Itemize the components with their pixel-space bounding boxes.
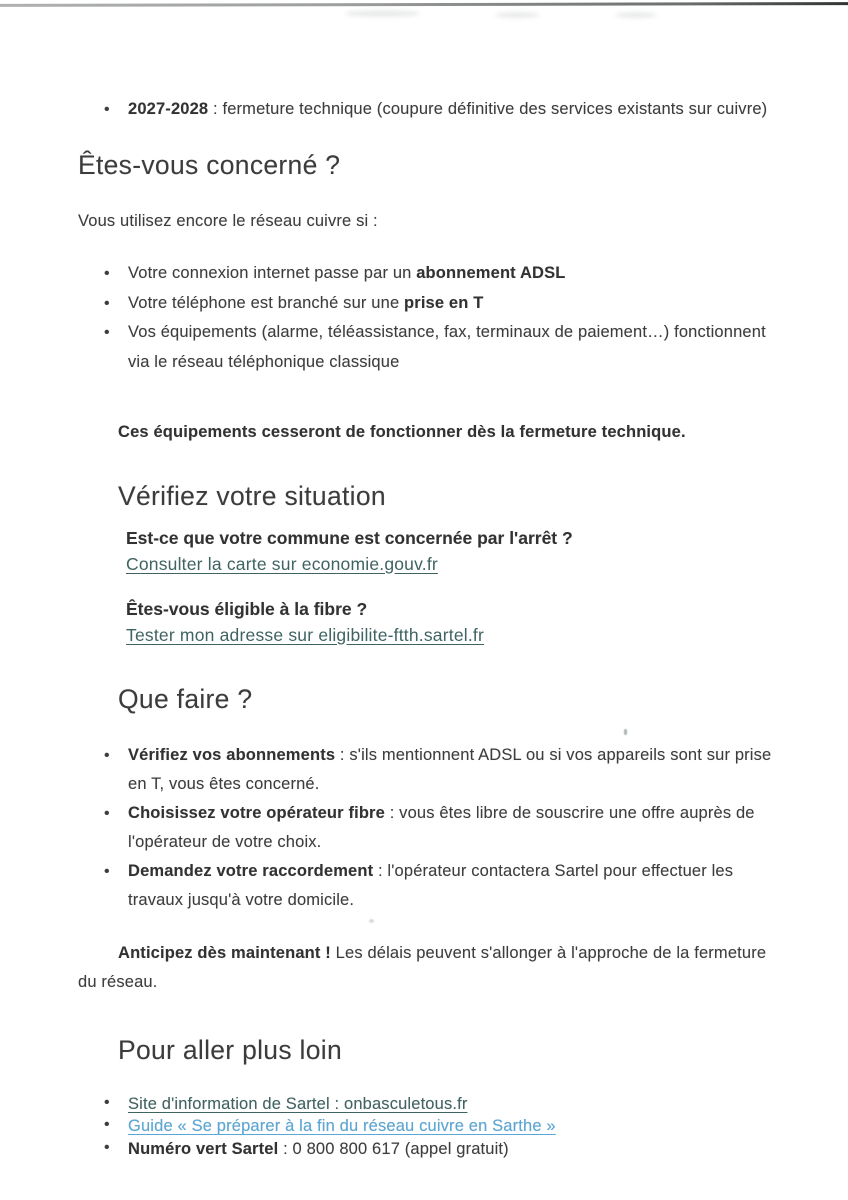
more-list	[78, 1093, 788, 1161]
warning-bold-text: Ces équipements cesseront de fonctionner dès la fermeture technique.	[118, 423, 686, 441]
timeline-list	[78, 95, 778, 125]
list-item	[78, 95, 778, 125]
list-item	[78, 259, 778, 289]
section-title-todo: Que faire ?	[118, 683, 253, 714]
list-item	[78, 799, 788, 857]
notice-paragraph	[78, 939, 778, 998]
list-item	[78, 1115, 788, 1138]
bullet-bold: Choisissez votre opérateur fibre	[128, 803, 385, 822]
scan-smudge	[345, 10, 420, 17]
list-item	[78, 857, 788, 915]
phone-label: Numéro vert Sartel	[128, 1139, 279, 1158]
spacer	[126, 577, 848, 596]
question-commune: Est-ce que votre commune est concernée par l'arrêt ?	[126, 527, 573, 548]
section-title-more: Pour aller plus loin	[118, 1034, 343, 1065]
concerned-intro: Vous utilisez encore le réseau cuivre si :	[78, 211, 378, 230]
concerned-list	[78, 259, 778, 377]
question-fibre: Êtes-vous éligible à la fibre ?	[126, 598, 368, 619]
section-title-verify: Vérifiez votre situation	[118, 480, 386, 511]
notice-bold-text: Anticipez dès maintenant !	[118, 943, 331, 962]
timeline-date: 2027-2028	[128, 100, 209, 118]
bullet-text: Vos équipements (alarme, téléassistance, fax, terminaux de paiement…) fonctionnent via le réseau téléphonique classique	[128, 323, 766, 371]
list-item	[78, 289, 778, 319]
list-item	[78, 741, 788, 799]
bullet-bold: Demandez votre raccordement	[128, 861, 374, 880]
link-line	[126, 622, 848, 648]
list-item	[78, 1138, 788, 1161]
notice-text: Les délais peuvent s'allonger à l'approche de la fermeture du réseau.	[78, 943, 767, 991]
bullet-bold: Vérifiez vos abonnements	[128, 745, 336, 764]
verify-block	[126, 525, 848, 648]
scanner-edge-artifact	[0, 2, 848, 7]
bullet-text: Votre téléphone est branché sur une	[128, 293, 405, 312]
bullet-text: : l'opérateur contactera Sartel pour effectuer les travaux jusqu'à votre domicile.	[128, 861, 734, 909]
todo-list	[78, 741, 788, 915]
scan-speck	[369, 919, 374, 923]
timeline-text: : fermeture technique (coupure définitive des services existants sur cuivre)	[208, 100, 768, 118]
list-item	[78, 318, 778, 377]
scan-smudge	[615, 12, 657, 18]
phone-number: : 0 800 800 617 (appel gratuit)	[278, 1139, 509, 1158]
list-item	[78, 1093, 788, 1116]
bullet-text: : s'ils mentionnent ADSL ou si vos appareils sont sur prise en T, vous êtes concerné.	[128, 745, 772, 793]
link-guide-sarthe[interactable]: Guide « Se préparer à la fin du réseau cuivre en Sarthe »	[128, 1117, 556, 1135]
bullet-bold: abonnement ADSL	[416, 264, 566, 282]
scan-smudge	[495, 12, 540, 18]
bullet-bold: prise en T	[404, 293, 484, 312]
bullet-text: Votre connexion internet passe par un	[128, 264, 417, 282]
link-carte-economie-gouv[interactable]: Consulter la carte sur economie.gouv.fr	[126, 553, 438, 574]
warning-paragraph	[78, 418, 778, 448]
link-line	[126, 551, 848, 577]
bullet-text: : vous êtes libre de souscrire une offre auprès de l'opérateur de votre choix.	[128, 803, 755, 851]
link-onbasculetous[interactable]: Site d'information de Sartel : onbasculetous.fr	[128, 1094, 468, 1113]
section-title-concerned: Êtes-vous concerné ?	[78, 149, 341, 180]
scan-speck	[624, 729, 627, 735]
link-test-eligibilite[interactable]: Tester mon adresse sur eligibilite-ftth.sartel.fr	[126, 624, 484, 645]
